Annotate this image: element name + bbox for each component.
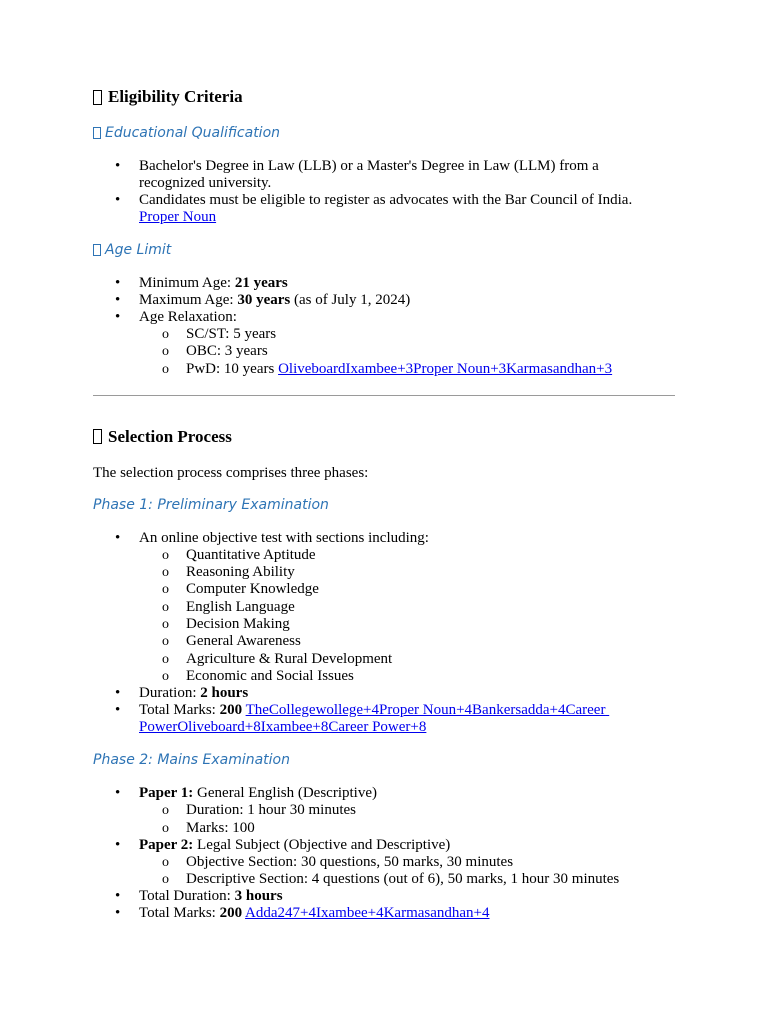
list-item: o Marks: 100 — [93, 820, 693, 837]
list-item: • Candidates must be eligible to register as advocates with the Bar Council of India. Proper Noun — [93, 192, 693, 226]
document-body — [93, 83, 693, 922]
educational-heading-text: Educational Qualification — [105, 125, 281, 141]
list-item: o Objective Section: 30 questions, 50 marks, 30 minutes — [93, 854, 693, 871]
list-item: o Economic and Social Issues — [93, 668, 693, 685]
selection-intro: The selection process comprises three phases: — [93, 464, 369, 481]
list-item: o General Awareness — [93, 633, 693, 650]
list-item: o Quantitative Aptitude — [93, 547, 693, 564]
list-item: o Reasoning Ability — [93, 564, 693, 581]
selection-heading — [93, 423, 693, 451]
list-item: o OBC: 3 years — [93, 343, 693, 360]
missing-glyph-icon — [93, 90, 102, 105]
list-item: • Maximum Age: 30 years (as of July 1, 2024) — [93, 292, 693, 309]
list-item: • Paper 2: Legal Subject (Objective and Descriptive) o Objective Section: 30 questions, 50 marks, 30 minutes o Descriptive Section: 4 questions (out of 6), 50 marks, 1 hour 30 minutes — [93, 837, 693, 889]
source-link[interactable]: OliveboardIxambee+3Proper Noun+3Karmasandhan+3 — [278, 360, 613, 377]
list-item: o Duration: 1 hour 30 minutes — [93, 802, 693, 819]
list-item: • An online objective test with sections including: o Quantitative Aptitude o Reasoning Ability o Computer Knowledge o English Language o Decision Making o General Awareness o Agriculture & Rural Development o Economic and Social Issues — [93, 530, 693, 685]
age-limit-heading-text: Age Limit — [105, 242, 172, 258]
age-relaxation-list — [139, 326, 693, 378]
list-item: • Age Relaxation: o SC/ST: 5 years o OBC: 3 years o PwD: 10 years OliveboardIxambee+3Proper Noun+3Karmasandhan+3 — [93, 309, 693, 378]
phase1-sections-list — [139, 547, 693, 685]
source-link[interactable]: TheCollegewollege+4Proper Noun+4Bankersadda+4Career PowerOliveboard+8Ixambee+8Career Power+8 — [139, 702, 606, 736]
list-item: • Duration: 2 hours — [93, 685, 693, 702]
list-item: • Total Marks: 200 TheCollegewollege+4Proper Noun+4Bankersadda+4Career PowerOliveboard+8Ixambee+8Career Power+8 — [93, 702, 693, 736]
source-link[interactable]: Proper Noun — [139, 209, 217, 225]
eligibility-heading-text: Eligibility Criteria — [108, 87, 243, 106]
educational-heading — [93, 123, 693, 143]
missing-glyph-icon — [93, 429, 102, 444]
list-item: o PwD: 10 years OliveboardIxambee+3Proper Noun+3Karmasandhan+3 — [93, 361, 693, 378]
list-item: o Decision Making — [93, 616, 693, 633]
missing-glyph-icon — [93, 244, 101, 256]
phase2-list — [93, 785, 693, 922]
phase1-heading: Phase 1: Preliminary Examination — [93, 496, 329, 513]
list-item: o Agriculture & Rural Development — [93, 651, 693, 668]
list-item: o Descriptive Section: 4 questions (out of 6), 50 marks, 1 hour 30 minutes — [93, 871, 693, 888]
source-link[interactable]: Adda247+4Ixambee+4Karmasandhan+4 — [245, 905, 490, 922]
age-limit-heading — [93, 240, 693, 260]
age-list — [93, 275, 693, 378]
list-item: • Minimum Age: 21 years — [93, 275, 693, 292]
list-item: • Paper 1: General English (Descriptive) o Duration: 1 hour 30 minutes o Marks: 100 — [93, 785, 693, 837]
list-item: o SC/ST: 5 years — [93, 326, 693, 343]
eligibility-heading — [93, 83, 693, 111]
list-item: o Computer Knowledge — [93, 581, 693, 598]
selection-heading-text: Selection Process — [108, 426, 232, 446]
list-item: • Bachelor's Degree in Law (LLB) or a Master's Degree in Law (LLM) from a recognized university. — [93, 158, 693, 192]
phase2-heading: Phase 2: Mains Examination — [93, 752, 290, 769]
missing-glyph-icon — [93, 127, 101, 139]
educational-list — [93, 158, 693, 226]
phase1-list — [93, 530, 693, 736]
list-item: • Total Marks: 200 Adda247+4Ixambee+4Karmasandhan+4 — [93, 905, 693, 922]
list-item: o English Language — [93, 599, 693, 616]
list-item: • Total Duration: 3 hours — [93, 888, 693, 905]
paper1-details-list — [139, 802, 693, 837]
paper2-details-list — [139, 854, 693, 889]
